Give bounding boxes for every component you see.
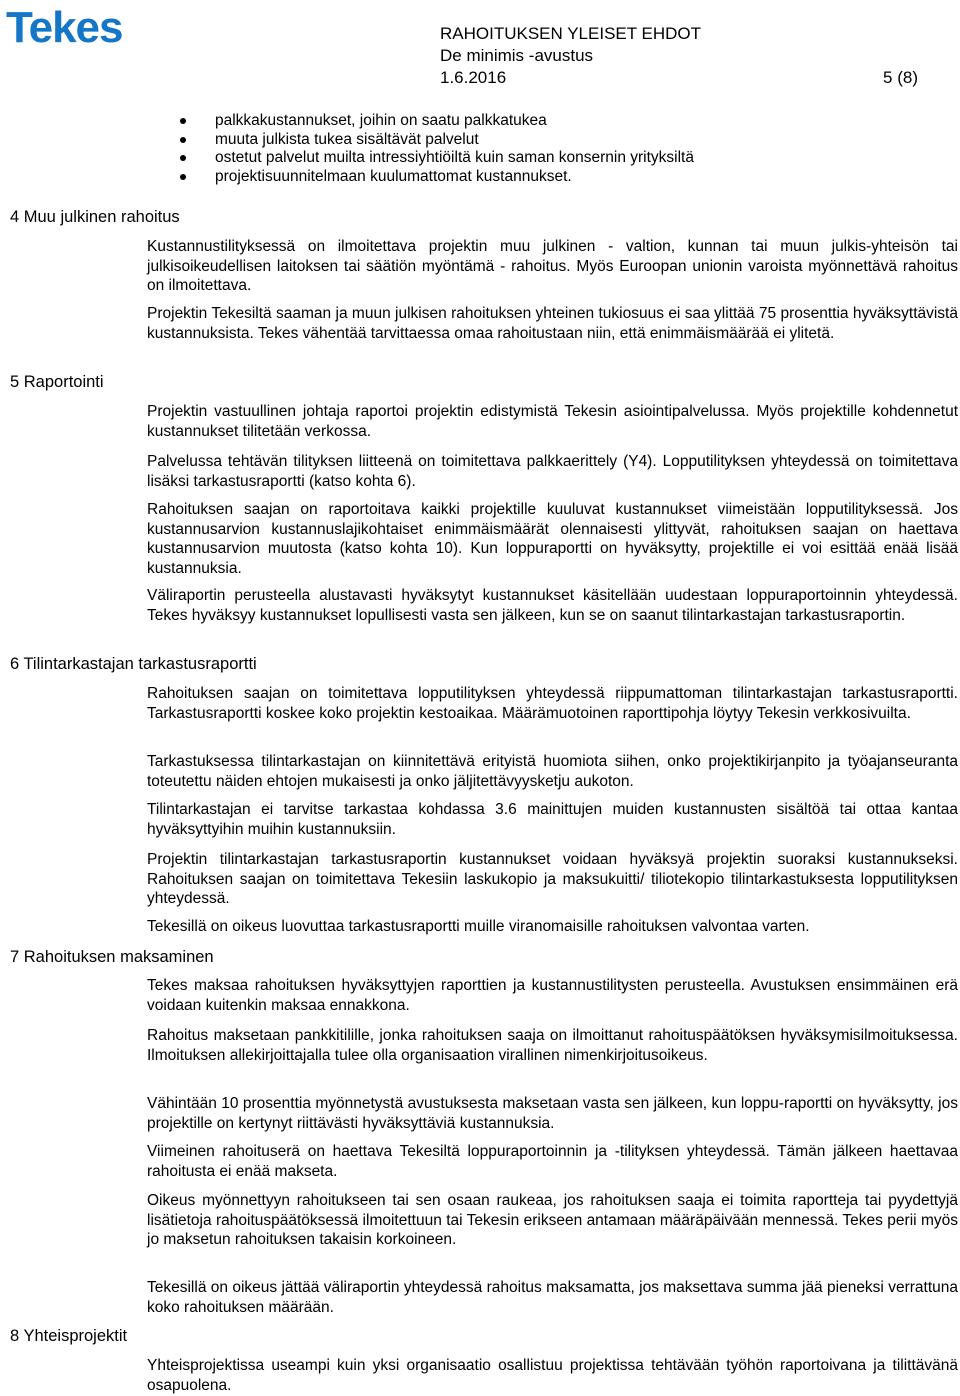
list-item: palkkakustannukset, joihin on saatu palkkatukea [180, 112, 694, 131]
paragraph: Tekesillä on oikeus luovuttaa tarkastusraportti muille viranomaisille rahoituksen valvontaa varten. [147, 918, 810, 935]
paragraph: Vähintään 10 prosenttia myönnetystä avustuksesta maksetaan vasta sen jälkeen, kun loppu-raportti on hyväksytty, jos projektille on kertynyt riittävästi hyväksyttäviä kustannuksia. [147, 1095, 958, 1132]
paragraph: Tekes maksaa rahoituksen hyväksyttyjen raporttien ja kustannustilitysten perusteella. Avustuksen ensimmäinen erä voidaan kuitenkin maksaa ennakkona. [147, 977, 958, 1014]
paragraph: Rahoitus maksetaan pankkitilille, jonka rahoituksen saaja on ilmoittanut rahoituspäätöksen hyväksymisilmoituksessa. Ilmoituksen allekirjoittajalla tulee olla organisaation virallinen nimenkirjoitusoikeus. [147, 1027, 958, 1064]
section-heading-8: 8 Yhteisprojektit [10, 1327, 128, 1345]
document-title: RAHOITUKSEN YLEISET EHDOT [440, 24, 702, 43]
tekes-logo: Tekes [6, 3, 123, 52]
document-subtitle: De minimis -avustus [440, 46, 594, 65]
paragraph: Yhteisprojektissa useampi kuin yksi organisaatio osallistuu projektissa tehtävään työhön raportoivana ja tilittävänä osapuolena. [147, 1357, 958, 1394]
list-item: projektisuunnitelmaan kuulumattomat kustannukset. [180, 168, 694, 187]
paragraph: Rahoituksen saajan on toimitettava lopputilityksen yhteydessä riippumattoman tilintarkastajan tarkastusraportti. Tarkastusraportti koskee koko projektin kestoaikaa. Määrämuotoinen raporttipohja löytyy Tekesin verkkosivuilta. [147, 685, 958, 722]
paragraph: Projektin Tekesiltä saaman ja muun julkisen rahoituksen yhteinen tukiosuus ei saa ylittää 75 prosenttia hyväksyttävistä kustannuksista. Tekes vähentää tarvittaessa omaa rahoitustaan niin, että enimmäismäärää ei ylitetä. [147, 305, 958, 342]
page-number: 5 (8) [883, 68, 918, 87]
section-heading-4: 4 Muu julkinen rahoitus [10, 208, 180, 226]
section-heading-5: 5 Raportointi [10, 373, 104, 391]
paragraph: Projektin tilintarkastajan tarkastusraportin kustannukset voidaan hyväksyä projektin suoraksi kustannukseksi. Rahoituksen saajan on toimitettava Tekesiin laskukopio ja maksukuitti/ tiliotekopio tilintarkastuksesta lopputilityksen yhteydessä. [147, 851, 958, 907]
paragraph: Kustannustilityksessä on ilmoitettava projektin muu julkinen - valtion, kunnan tai muun julkis-yhteisön tai julkisoikeudellisen laitoksen tai säätiön myöntämä - rahoitus. Myös Euroopan unionin varoista myönnettävä rahoitus on ilmoitettava. [147, 238, 958, 294]
section-heading-6: 6 Tilintarkastajan tarkastusraportti [10, 655, 257, 673]
section-heading-7: 7 Rahoituksen maksaminen [10, 948, 214, 966]
paragraph: Palvelussa tehtävän tilityksen liitteenä on toimitettava palkkaerittely (Y4). Lopputilityksen yhteydessä on toimitettava lisäksi tarkastusraportti (katso kohta 6). [147, 453, 958, 490]
cost-exclusion-list [180, 112, 694, 187]
paragraph: Oikeus myönnettyyn rahoitukseen tai sen osaan raukeaa, jos rahoituksen saaja ei toimita raportteja tai pyydettyjä lisätietoja rahoituspäätöksessä ilmoitettuun tai Tekesin erikseen antamaan määräpäivään mennessä. Tekes perii myös jo maksetun rahoituksen takaisin korkoineen. [147, 1192, 958, 1248]
document-date: 1.6.2016 [440, 68, 507, 87]
paragraph: Viimeinen rahoituserä on haettava Tekesiltä loppuraportoinnin ja -tilityksen yhteydessä. Tämän jälkeen haettavaa rahoitusta ei enää makseta. [147, 1143, 958, 1180]
paragraph: Väliraportin perusteella alustavasti hyväksytyt kustannukset käsitellään uudestaan loppuraportoinnin yhteydessä. Tekes hyväksyy kustannukset lopullisesti vasta sen jälkeen, kun se on saanut tilintarkastajan tarkastusraportin. [147, 587, 958, 624]
paragraph: Tekesillä on oikeus jättää väliraportin yhteydessä rahoitus maksamatta, jos maksettava summa jää pieneksi verrattuna koko rahoituksen määrään. [147, 1279, 958, 1316]
list-item: ostetut palvelut muilta intressiyhtiöiltä kuin saman konsernin yrityksiltä [180, 149, 694, 168]
paragraph: Projektin vastuullinen johtaja raportoi projektin edistymistä Tekesin asiointipalvelussa. Myös projektille kohdennetut kustannukset tilitetään verkossa. [147, 403, 958, 440]
paragraph: Rahoituksen saajan on raportoitava kaikki projektille kuuluvat kustannukset viimeistään lopputilityksessä. Jos kustannusarvion kustannuslajikohtaiset enimmäismäärät olennaisesti ylittyvät, rahoituksen saajan on haettava kustannusarvion muutosta (katso kohta 10). Kun loppuraportti on hyväksytty, projektille ei voi esittää enää lisää kustannuksia. [147, 501, 958, 577]
paragraph: Tilintarkastajan ei tarvitse tarkastaa kohdassa 3.6 mainittujen muiden kustannusten sisältöä tai ottaa kantaa hyväksyttyihin muihin kustannuksiin. [147, 801, 958, 838]
list-item: muuta julkista tukea sisältävät palvelut [180, 131, 694, 150]
paragraph: Tarkastuksessa tilintarkastajan on kiinnitettävä erityistä huomiota siihen, onko projektikirjanpito ja työajanseuranta toteutettu näiden ehtojen mukaisesti ja onko jäljitettävyysketju aukoton. [147, 753, 958, 790]
